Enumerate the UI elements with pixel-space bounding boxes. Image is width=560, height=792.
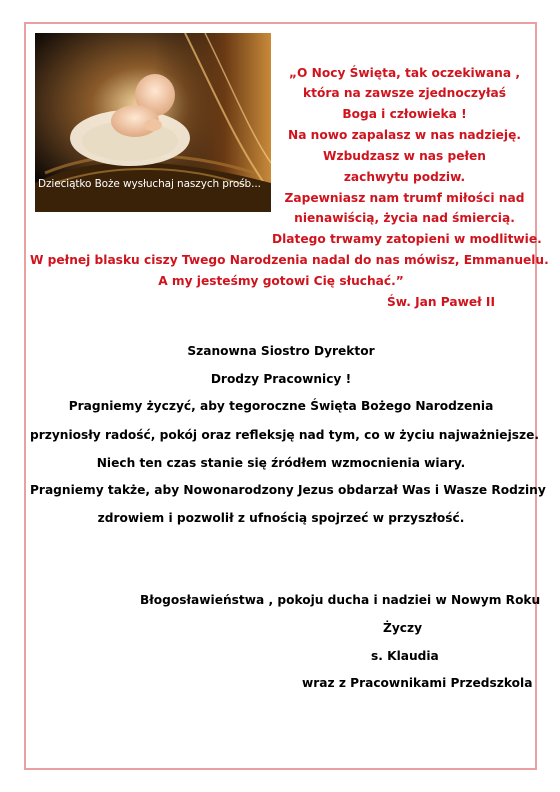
quote-line: nienawiścią, życia nad śmiercią.: [294, 211, 515, 225]
closing-blessing: Błogosławieństwa , pokoju ducha i nadziei w Nowym Roku: [140, 593, 541, 607]
quote-author: Św. Jan Paweł II: [387, 295, 495, 309]
quote-line: Na nowo zapalasz w nas nadzieję.: [288, 128, 521, 142]
quote-line: „O Nocy Święta, tak oczekiwana ,: [289, 66, 520, 80]
closing-sender: s. Klaudia: [371, 649, 439, 663]
closing-with: wraz z Pracownikami Przedszkola: [302, 676, 533, 690]
letter-line: Pragniemy także, aby Nowonarodzony Jezus obdarzał Was i Wasze Rodziny: [30, 483, 546, 497]
greeting-staff: Drodzy Pracownicy !: [210, 372, 352, 386]
quote-line: która na zawsze zjednoczyłaś: [303, 86, 506, 100]
photo-caption: Dzieciątko Boże wysłuchaj naszych prośb...: [38, 178, 261, 190]
letter-line: zdrowiem i pozwolił z ufnością spojrzeć w przyszłość.: [97, 511, 465, 525]
nativity-photo: [35, 33, 271, 212]
quote-line: Wzbudzasz w nas pełen: [323, 149, 486, 163]
greeting-director: Szanowna Siostro Dyrektor: [187, 344, 375, 358]
quote-line: W pełnej blasku ciszy Twego Narodzenia nadal do nas mówisz, Emmanuelu.: [30, 253, 549, 267]
letter-line: przyniosły radość, pokój oraz refleksję nad tym, co w życiu najważniejsze.: [30, 428, 539, 442]
letter-line: Pragniemy życzyć, aby tegoroczne Święta Bożego Narodzenia: [68, 399, 494, 413]
quote-line: Zapewniasz nam trumf miłości nad: [284, 191, 525, 205]
quote-line: zachwytu podziw.: [343, 170, 466, 184]
quote-line: A my jesteśmy gotowi Cię słuchać.”: [158, 274, 404, 288]
letter-line: Niech ten czas stanie się źródłem wzmocnienia wiary.: [96, 456, 466, 470]
quote-line: Boga i człowieka !: [342, 107, 467, 121]
closing-wishes: Życzy: [383, 621, 423, 635]
quote-line: Dlatego trwamy zatopieni w modlitwie.: [272, 232, 542, 246]
